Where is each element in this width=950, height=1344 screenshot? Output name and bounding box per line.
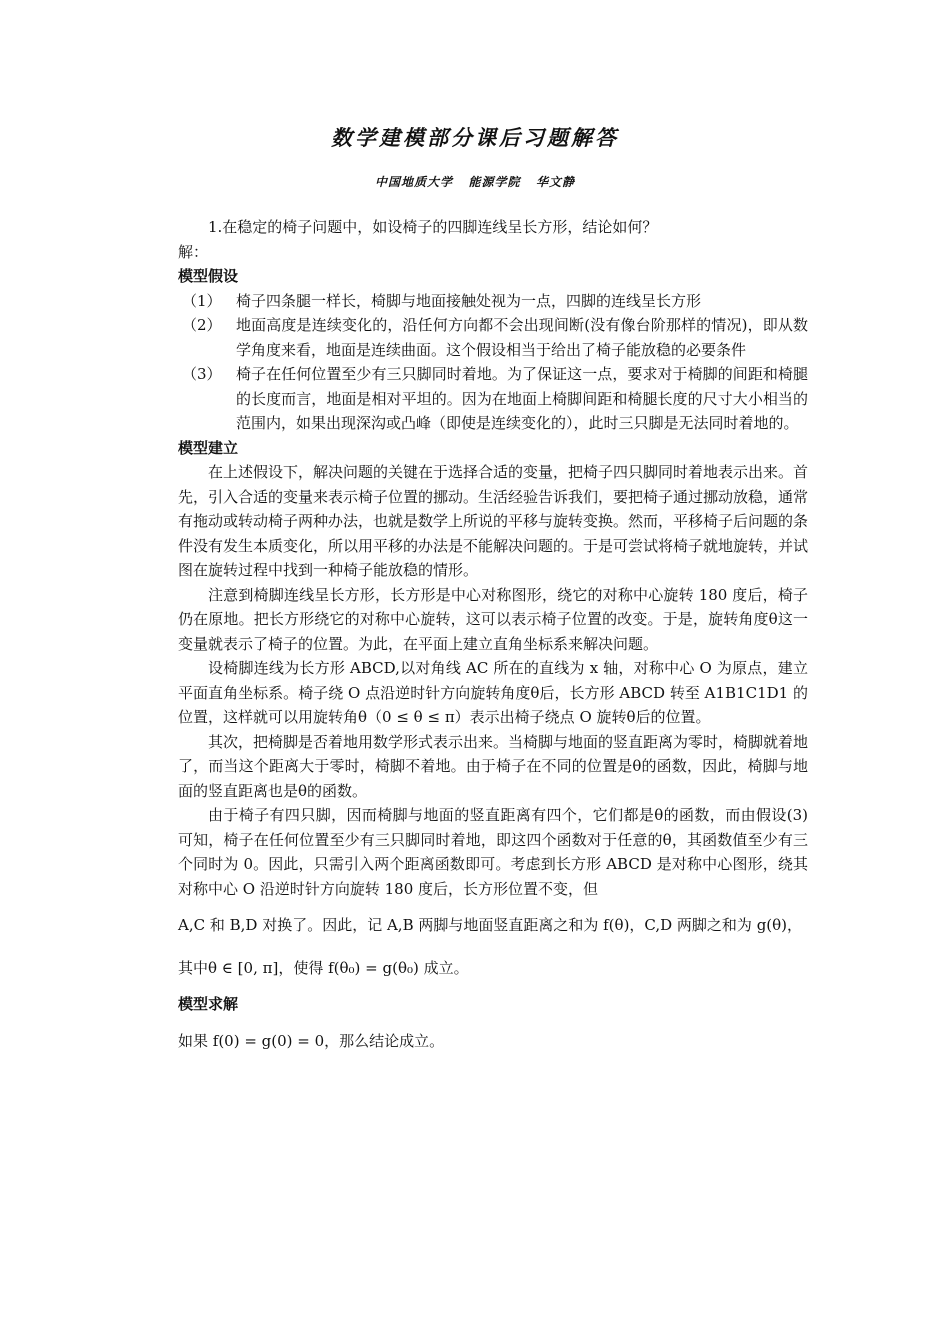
assumption-item [178,289,808,314]
document-title: 数学建模部分课后习题解答 [331,125,619,150]
assumption-text: 椅子在任何位置至少有三只脚同时着地。为了保证这一点，要求对于椅脚的间距和椅腿的长度而言，地面是相对平坦的。因为在地面上椅脚间距和椅腿长度的尺寸大小相当的范围内，如果出现深沟或凸峰（即使是连续变化的），此时三只脚是无法同时着地的。 [236,365,808,432]
formula-line-solve: 如果 f(0) = g(0) = 0，那么结论成立。 [178,1031,445,1050]
body-paragraph: 由于椅子有四只脚，因而椅脚与地面的竖直距离有四个，它们都是θ的函数，而由假设(3)可知，椅子在任何位置至少有三只脚同时着地，即这四个函数对于任意的θ，其函数值至少有三个同时为 0。因此，只需引入两个距离函数即可。考虑到长方形 ABCD 是对称中心图形，绕其对称中心 O 沿逆时针方向旋转 180 度后，长方形位置不变，但 [178,806,808,898]
question-text: 1.在稳定的椅子问题中，如设椅子的四脚连线呈长方形，结论如何？ [208,218,658,236]
body-paragraph: 注意到椅脚连线呈长方形，长方形是中心对称图形，绕它的对称中心旋转 180 度后，椅子仍在原地。把长方形绕它的对称中心旋转，这可以表示椅子位置的改变。于是，旋转角度θ这一变量就表示了椅子的位置。为此，在平面上建立直角坐标系来解决问题。 [178,585,808,653]
assumption-item [178,313,808,362]
body-paragraph: 设椅脚连线为长方形 ABCD,以对角线 AC 所在的直线为 x 轴，对称中心 O 为原点，建立平面直角坐标系。椅子绕 O 点沿逆时针方向旋转角度θ后，长方形 ABCD 转至 A1B1C1D1 的位置，这样就可以用旋转角θ（0 ≤ θ ≤ π）表示出椅子绕点 O 旋转θ后的位置。 [178,659,808,726]
assumption-text: 地面高度是连续变化的，沿任何方向都不会出现间断(没有像台阶那样的情况)，即从数学角度来看，地面是连续曲面。这个假设相当于给出了椅子能放稳的必要条件 [236,316,808,359]
body-paragraph: 在上述假设下，解决问题的关键在于选择合适的变量，把椅子四只脚同时着地表示出来。首先，引入合适的变量来表示椅子位置的挪动。生活经验告诉我们，要把椅子通过挪动放稳，通常有拖动或转动椅子两种办法，也就是数学上所说的平移与旋转变换。然而，平移椅子后问题的条件没有发生本质变化，所以用平移的办法是不能解决问题的。于是可尝试将椅子就地旋转，并试图在旋转过程中找到一种椅子能放稳的情形。 [178,463,809,579]
document-author-line: 中国地质大学 能源学院 华文静 [374,175,576,189]
formula-line-theta0: 其中θ ∈ [0, π]，使得 f(θ₀) = g(θ₀) 成立。 [178,958,469,977]
body-paragraph: 其次，把椅脚是否着地用数学形式表示出来。当椅脚与地面的竖直距离为零时，椅脚就着地了，而当这个距离大于零时，椅脚不着地。由于椅子在不同的位置是θ的函数，因此，椅脚与地面的竖直距离也是θ的函数。 [178,732,809,800]
assumption-number: （3） [182,365,222,383]
answer-label: 解： [178,242,209,261]
section-heading-build: 模型建立 [178,438,239,457]
assumption-number: （2） [182,316,222,334]
assumption-text: 椅子四条腿一样长，椅脚与地面接触处视为一点，四脚的连线呈长方形 [236,291,702,310]
formula-line-f-g: A,C 和 B,D 对换了。因此，记 A,B 两脚与地面竖直距离之和为 f(θ)，C,D 两脚之和为 g(θ)， [178,916,803,934]
section-heading-solve: 模型求解 [178,995,239,1013]
document-body [178,215,808,1053]
section-heading-assumptions: 模型假设 [178,267,239,285]
assumption-number: （1） [182,291,222,310]
assumption-item [178,362,808,436]
